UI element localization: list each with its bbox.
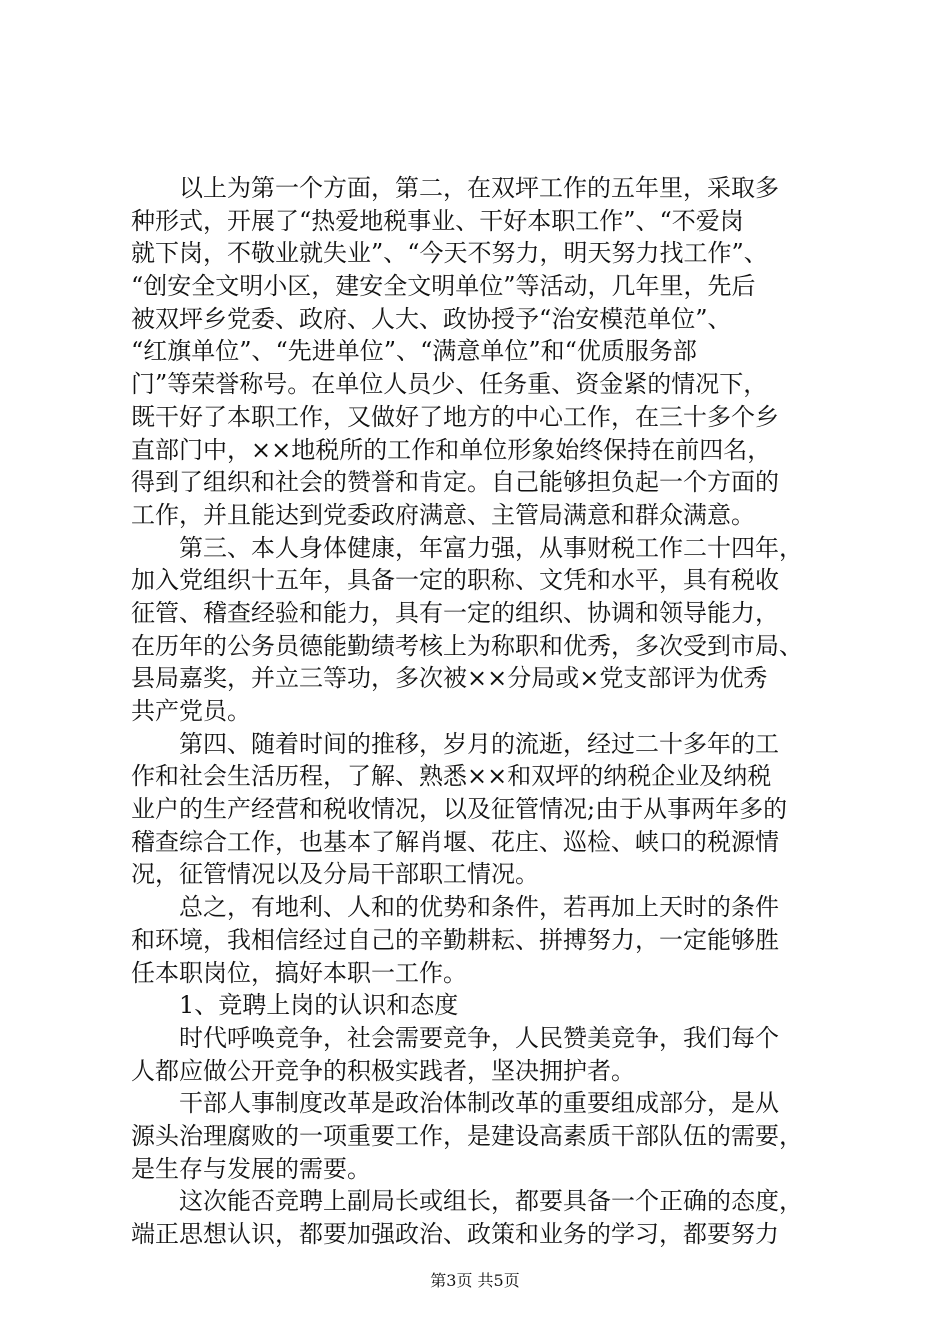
text-line: 种形式，开展了“热爱地税事业、干好本职工作”、“不爱岗 [131,206,744,235]
text-line: 况，征管情况以及分局干部职工情况。 [131,860,539,889]
document-body [131,172,831,1251]
text-line: 干部人事制度改革是政治体制改革的重要组成部分，是从 [131,1089,779,1118]
text-line: 业户的生产经营和税收情况，以及征管情况;由于从事两年多的 [131,795,788,824]
text-line: 加入党组织十五年，具备一定的职称、文凭和水平，具有税收 [131,566,779,595]
text-line: 得到了组织和社会的赞誉和肯定。自己能够担负起一个方面的 [131,468,779,497]
text-line: “红旗单位”、“先进单位”、“满意单位”和“优质服务部 [131,337,697,366]
text-line: 门”等荣誉称号。在单位人员少、任务重、资金紧的情况下， [131,370,768,399]
text-line: 共产党员。 [131,697,251,725]
text-line: 既干好了本职工作，又做好了地方的中心工作，在三十多个乡 [131,402,779,431]
text-line: 征管、稽查经验和能力，具有一定的组织、协调和领导能力， [131,598,779,627]
text-line: 总之，有地利、人和的优势和条件，若再加上天时的条件 [131,893,779,922]
text-line: 这次能否竞聘上副局长或组长，都要具备一个正确的态度， [131,1187,803,1216]
text-line: 时代呼唤竞争，社会需要竞争，人民赞美竞争，我们每个 [131,1023,779,1052]
text-line: 任本职岗位，搞好本职一工作。 [131,958,467,987]
text-line: 源头治理腐败的一项重要工作，是建设高素质干部队伍的需要， [131,1121,803,1150]
text-line: 作和社会生活历程，了解、熟悉××和双坪的纳税企业及纳税 [131,762,772,791]
text-line: 在历年的公务员德能勤绩考核上为称职和优秀，多次受到市局、 [131,631,803,660]
text-line: 稽查综合工作，也基本了解肖堰、花庄、巡检、峡口的税源情 [131,827,779,856]
text-line: 县局嘉奖，并立三等功，多次被××分局或×党支部评为优秀 [131,664,768,693]
text-line: “创安全文明小区，建安全文明单位”等活动，几年里，先后 [131,272,756,301]
text-line: 直部门中，××地税所的工作和单位形象始终保持在前四名， [131,435,772,464]
text-line: 人都应做公开竞争的积极实践者，坚决拥护者。 [131,1056,635,1085]
text-line: 工作，并且能达到党委政府满意、主管局满意和群众满意。 [131,500,755,529]
page-number-footer: 第3页 共5页 [430,1271,520,1290]
text-line: 第四、随着时间的推移，岁月的流逝，经过二十多年的工 [131,729,779,758]
text-line: 1、竞聘上岗的认识和态度 [131,991,459,1020]
text-line: 第三、本人身体健康，年富力强，从事财税工作二十四年， [131,533,803,562]
text-line: 是生存与发展的需要。 [131,1154,371,1183]
text-line: 被双坪乡党委、政府、人大、政协授予“治安模范单位”、 [131,304,732,333]
text-line: 就下岗，不敬业就失业”、“今天不努力，明天努力找工作”、 [131,239,768,268]
text-line: 端正思想认识，都要加强政治、政策和业务的学习，都要努力 [131,1220,779,1248]
text-line: 和环境，我相信经过自己的辛勤耕耘、拼搏努力，一定能够胜 [131,925,779,954]
text-line: 以上为第一个方面，第二，在双坪工作的五年里，采取多 [131,174,779,202]
